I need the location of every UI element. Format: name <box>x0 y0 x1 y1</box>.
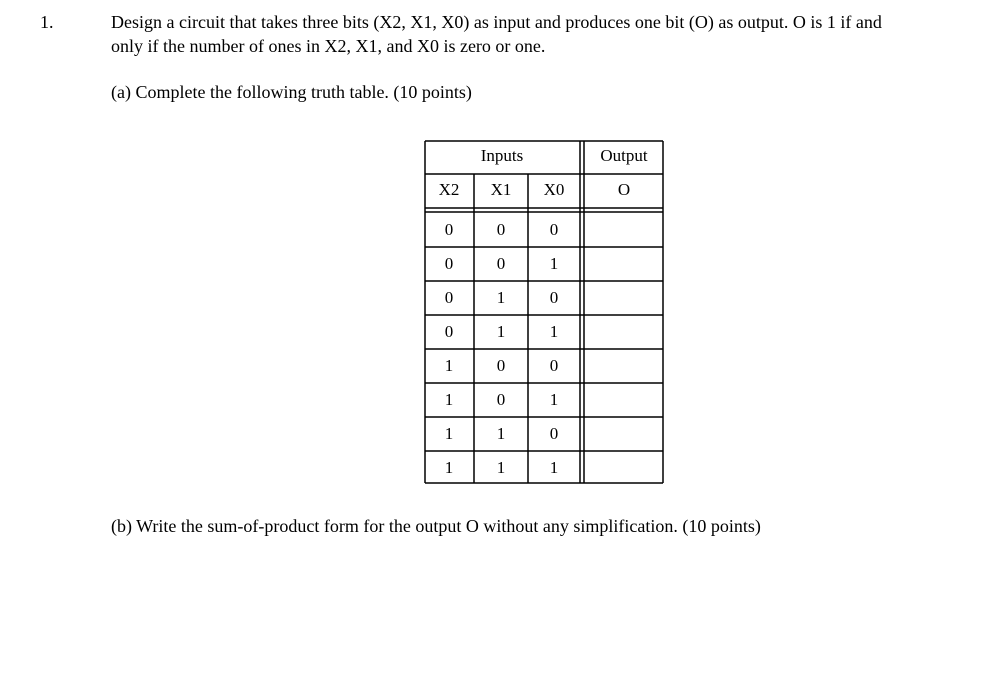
input-cell-x1: 0 <box>496 254 506 273</box>
input-cell-x2: 0 <box>444 254 454 273</box>
question-stem-line-2: only if the number of ones in X2, X1, and X0 is zero or one. <box>111 36 546 56</box>
input-cell-x0: 1 <box>549 458 559 477</box>
input-cell-x1: 1 <box>496 458 506 477</box>
input-cell-x0: 0 <box>549 356 559 375</box>
input-cell-x1: 1 <box>496 322 506 341</box>
output-header: Output <box>600 146 648 165</box>
inputs-header: Inputs <box>480 146 524 165</box>
input-cell-x0: 1 <box>549 254 559 273</box>
column-header-output: O <box>617 180 631 199</box>
question-stem-line-1: Design a circuit that takes three bits (X2, X1, X0) as input and produces one bit (O) as output. O is 1 if and <box>111 12 882 32</box>
input-cell-x2: 1 <box>444 356 454 375</box>
input-cell-x1: 1 <box>496 288 506 307</box>
input-cell-x0: 0 <box>549 424 559 443</box>
input-cell-x0: 1 <box>549 322 559 341</box>
column-header-x0: X0 <box>543 180 565 199</box>
part-a-prompt: (a) Complete the following truth table. (10 points) <box>111 82 472 102</box>
truth-table <box>424 140 664 484</box>
input-cell-x2: 1 <box>444 458 454 477</box>
input-cell-x1: 1 <box>496 424 506 443</box>
input-cell-x2: 1 <box>444 390 454 409</box>
question-stem <box>111 10 991 58</box>
question-number: 1. <box>40 12 54 32</box>
input-cell-x1: 0 <box>496 356 506 375</box>
part-b-prompt: (b) Write the sum-of-product form for the output O without any simplification. (10 points) <box>111 516 761 536</box>
input-cell-x2: 1 <box>444 424 454 443</box>
input-cell-x0: 0 <box>549 220 559 239</box>
input-cell-x2: 0 <box>444 322 454 341</box>
column-header-x1: X1 <box>490 180 512 199</box>
input-cell-x2: 0 <box>444 288 454 307</box>
input-cell-x0: 0 <box>549 288 559 307</box>
input-cell-x0: 1 <box>549 390 559 409</box>
input-cell-x2: 0 <box>444 220 454 239</box>
input-cell-x1: 0 <box>496 390 506 409</box>
column-header-x2: X2 <box>438 180 460 199</box>
input-cell-x1: 0 <box>496 220 506 239</box>
